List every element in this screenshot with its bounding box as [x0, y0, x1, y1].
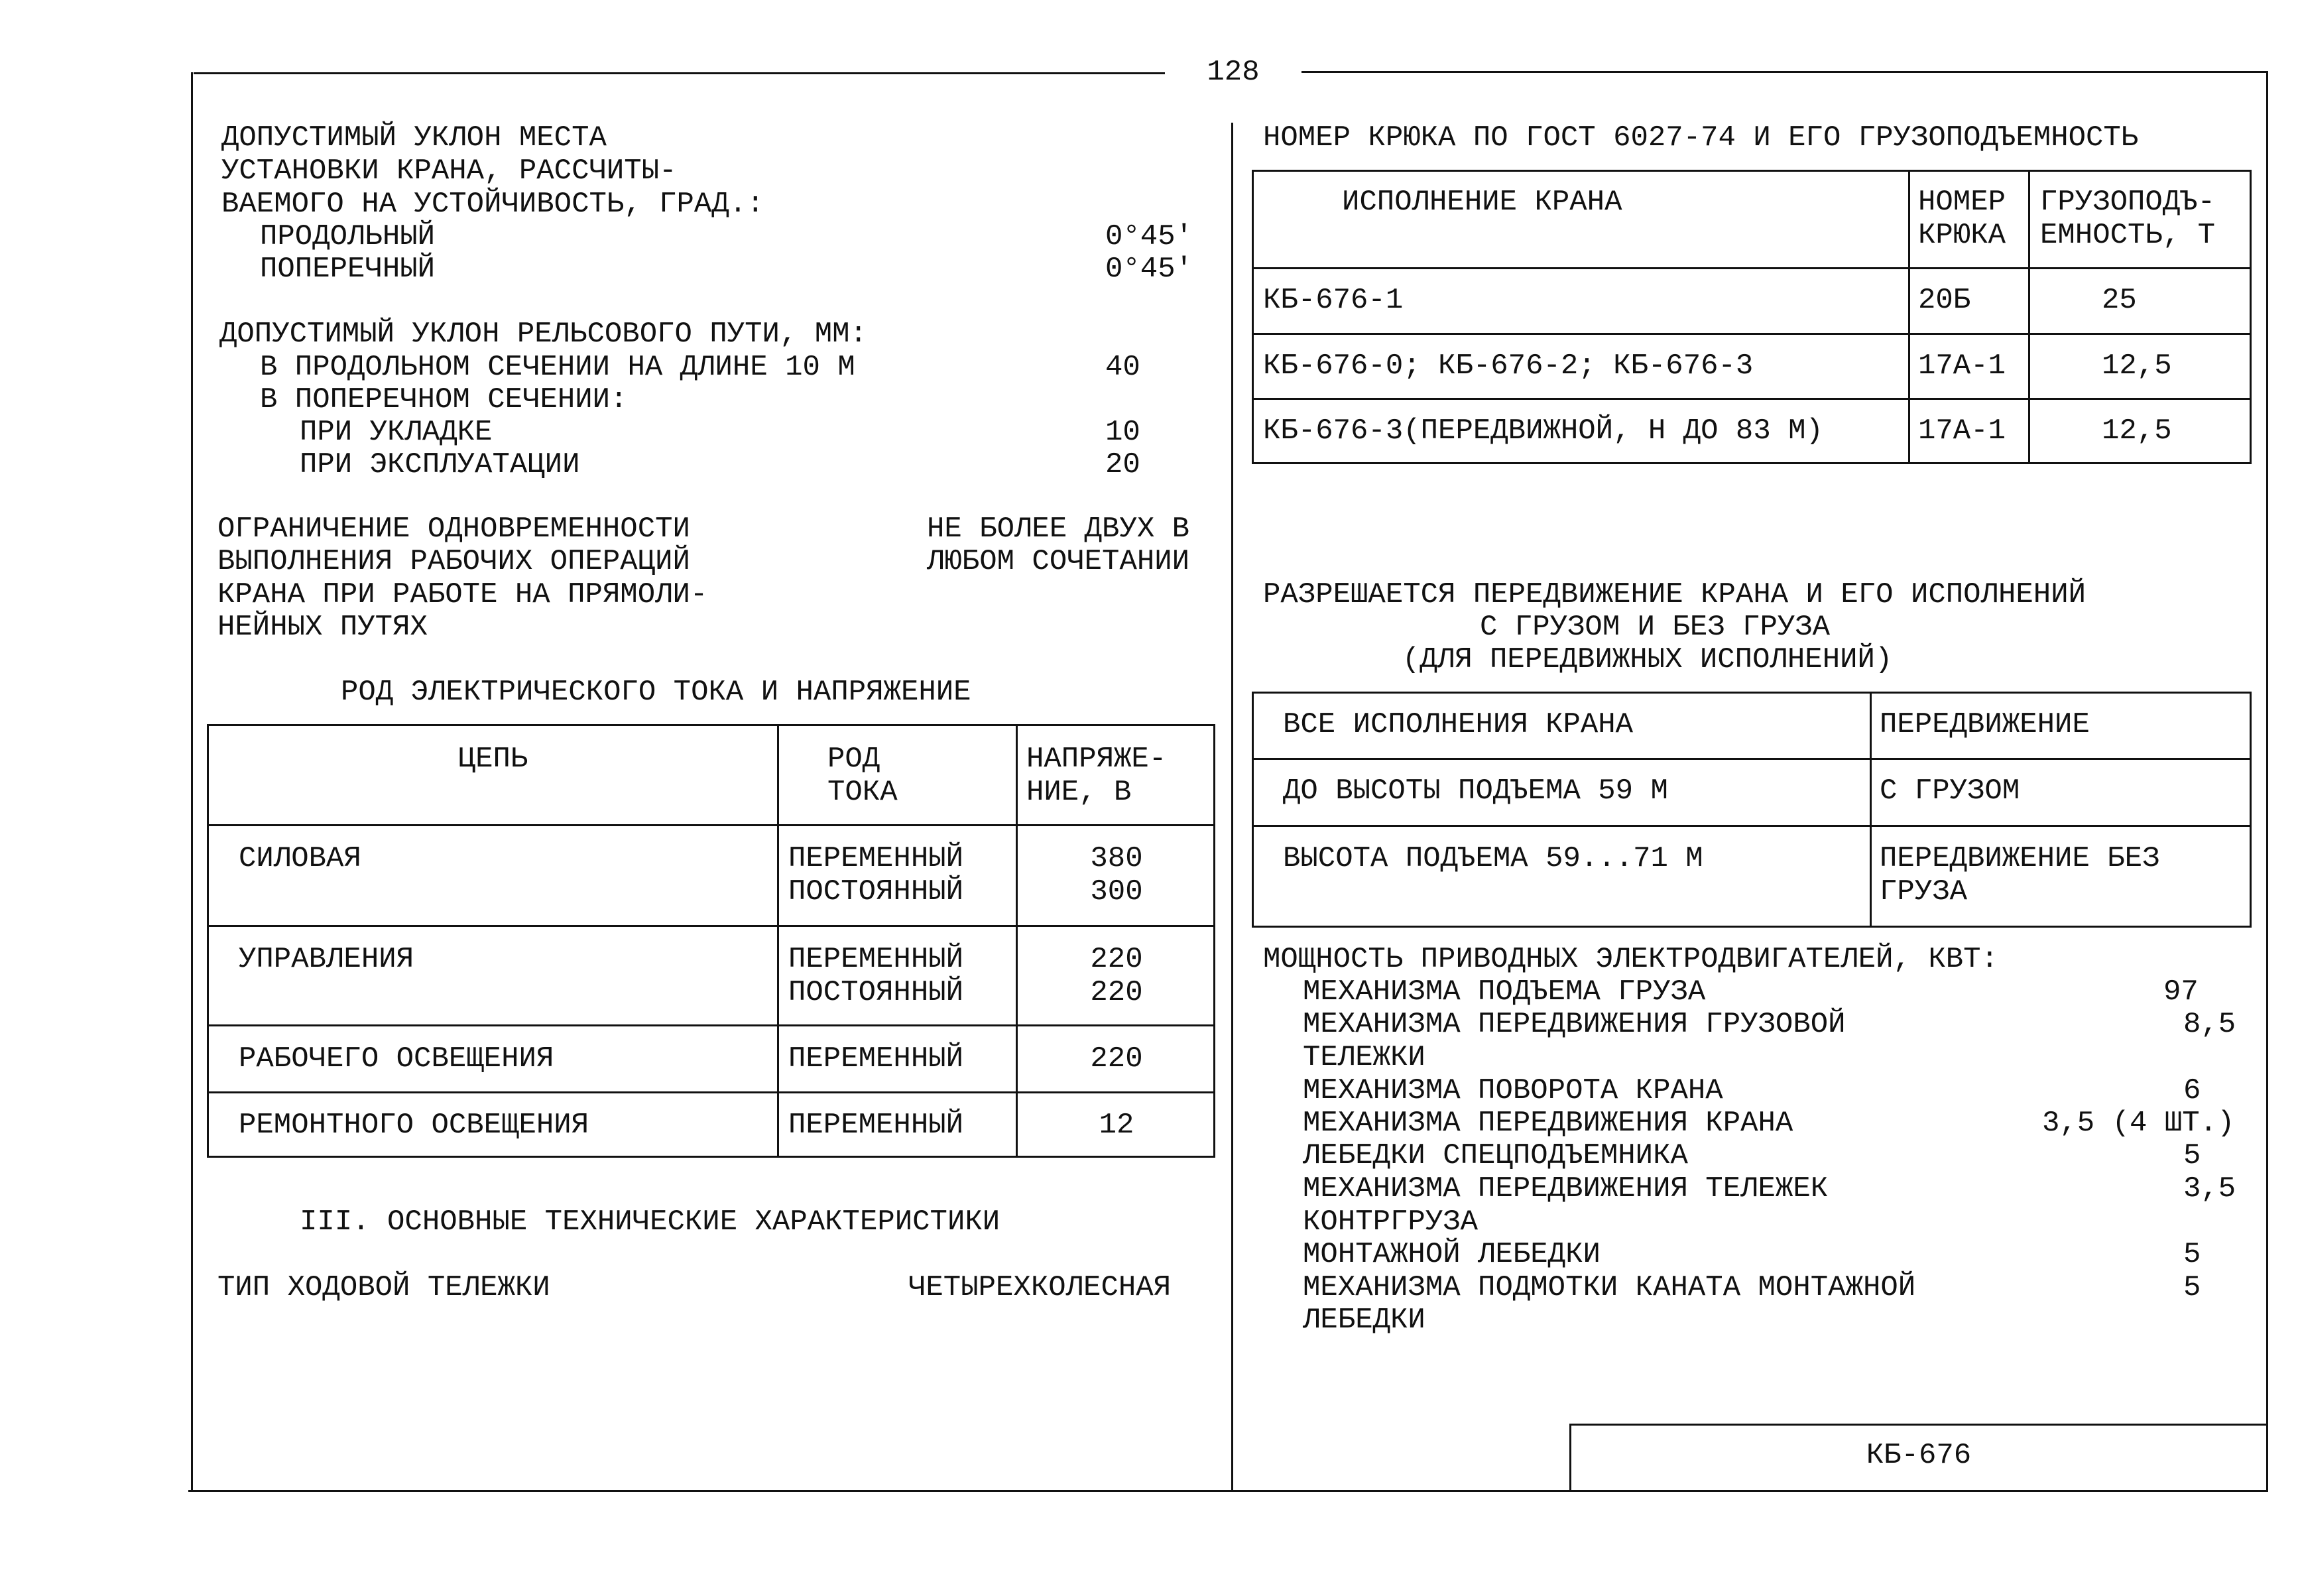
slope-title-2: УСТАНОВКИ КРАНА, РАССЧИТЫ- — [221, 154, 677, 188]
current-row-2-voltage-2: 220 — [1090, 976, 1143, 1009]
ops-label-4: НЕЙНЫХ ПУТЯХ — [217, 611, 428, 644]
current-row-4-voltage-1: 12 — [1099, 1109, 1134, 1142]
ops-label-3: КРАНА ПРИ РАБОТЕ НА ПРЯМОЛИ- — [217, 578, 708, 611]
slope-longitudinal-label: ПРОДОЛЬНЫЙ — [260, 220, 436, 253]
frame-top-left — [194, 72, 1165, 74]
current-row-1-kind-1: ПЕРЕМЕННЫЙ — [788, 842, 964, 875]
hook-row-line-1 — [1252, 267, 2252, 269]
travel-header-travel: ПЕРЕДВИЖЕНИЕ — [1880, 708, 2090, 741]
power-item-2-label-2: ТЕЛЕЖКИ — [1303, 1041, 1425, 1074]
slope-longitudinal-value: 0°45' — [1105, 220, 1193, 253]
slope-title-3: ВАЕМОГО НА УСТОЙЧИВОСТЬ, ГРАД.: — [221, 188, 764, 221]
rail-laying-value: 10 — [1105, 416, 1140, 449]
power-item-6-label-2: КОНТРГРУЗА — [1303, 1205, 1479, 1239]
current-row-3-kind-1: ПЕРЕМЕННЫЙ — [788, 1042, 964, 1075]
power-item-6-label-1: МЕХАНИЗМА ПЕРЕДВИЖЕНИЯ ТЕЛЕЖЕК — [1303, 1172, 1829, 1205]
power-item-7-label: МОНТАЖНОЙ ЛЕБЕДКИ — [1303, 1238, 1601, 1271]
travel-title-3: (ДЛЯ ПЕРЕДВИЖНЫХ ИСПОЛНЕНИЙ) — [1402, 643, 1893, 676]
hook-header-hook-2: КРЮКА — [1918, 219, 2006, 252]
current-row-line-4 — [207, 1091, 1215, 1093]
power-item-5-label: ЛЕБЕДКИ СПЕЦПОДЪЕМНИКА — [1303, 1139, 1688, 1172]
power-item-2-label-1: МЕХАНИЗМА ПЕРЕДВИЖЕНИЯ ГРУЗОВОЙ — [1303, 1008, 1846, 1041]
power-item-8-value: 5 — [2183, 1271, 2201, 1304]
hook-row-3-capacity: 12,5 — [2102, 414, 2172, 448]
current-header-voltage-2: НИЕ, В — [1026, 776, 1132, 809]
travel-row-2-condition: ВЫСОТА ПОДЪЕМА 59...71 М — [1283, 842, 1703, 875]
hook-row-line-2 — [1252, 333, 2252, 335]
hook-row-3-hook: 17А-1 — [1918, 414, 2006, 448]
frame-top-right — [1301, 71, 2268, 73]
power-item-4-label: МЕХАНИЗМА ПЕРЕДВИЖЕНИЯ КРАНА — [1303, 1107, 1793, 1140]
slope-title-1: ДОПУСТИМЫЙ УКЛОН МЕСТА — [221, 121, 607, 154]
power-item-4-value: 3,5 (4 ШТ.) — [2042, 1107, 2235, 1140]
frame-bottom — [188, 1490, 2268, 1492]
hook-row-2-capacity: 12,5 — [2102, 349, 2172, 383]
hook-row-1-hook: 20Б — [1918, 284, 1971, 317]
current-row-2-voltage-1: 220 — [1090, 943, 1143, 976]
current-row-1-voltage-1: 380 — [1090, 842, 1143, 875]
travel-row-2-travel-1: ПЕРЕДВИЖЕНИЕ БЕЗ — [1880, 842, 2160, 875]
bogie-value: ЧЕТЫРЕХКОЛЕСНАЯ — [908, 1271, 1172, 1304]
rail-operation-label: ПРИ ЭКСПЛУАТАЦИИ — [300, 448, 580, 481]
hook-col-2 — [2028, 170, 2030, 464]
current-row-4-kind-1: ПЕРЕМЕННЫЙ — [788, 1109, 964, 1142]
travel-col-1 — [1870, 692, 1872, 928]
ops-label-2: ВЫПОЛНЕНИЯ РАБОЧИХ ОПЕРАЦИЙ — [217, 545, 690, 578]
current-row-line-3 — [207, 1024, 1215, 1026]
hook-table-title: НОМЕР КРЮКА ПО ГОСТ 6027-74 И ЕГО ГРУЗОПОДЪЕМНОСТЬ — [1263, 121, 2139, 154]
power-item-2-value: 8,5 — [2183, 1008, 2236, 1041]
current-row-1-kind-2: ПОСТОЯННЫЙ — [788, 875, 964, 908]
ops-label-1: ОГРАНИЧЕНИЕ ОДНОВРЕМЕННОСТИ — [217, 513, 690, 546]
current-header-circuit: ЦЕПЬ — [457, 743, 528, 776]
hook-header-version: ИСПОЛНЕНИЕ КРАНА — [1342, 186, 1622, 219]
hook-header-capacity-2: ЕМНОСТЬ, Т — [2040, 219, 2216, 252]
power-item-8-label-2: ЛЕБЕДКИ — [1303, 1304, 1425, 1337]
current-row-line-1 — [207, 824, 1215, 826]
current-row-1-circuit: СИЛОВАЯ — [239, 842, 361, 875]
power-item-3-value: 6 — [2183, 1074, 2201, 1107]
travel-header-versions: ВСЕ ИСПОЛНЕНИЯ КРАНА — [1283, 708, 1634, 741]
current-header-kind-1: РОД — [827, 743, 880, 776]
slope-transverse-label: ПОПЕРЕЧНЫЙ — [260, 253, 436, 286]
current-row-2-kind-2: ПОСТОЯННЫЙ — [788, 976, 964, 1009]
hook-row-2-hook: 17А-1 — [1918, 349, 2006, 383]
travel-row-1-condition: ДО ВЫСОТЫ ПОДЪЕМА 59 М — [1283, 774, 1668, 808]
travel-title-2: С ГРУЗОМ И БЕЗ ГРУЗА — [1480, 611, 1831, 644]
current-row-2-kind-1: ПЕРЕМЕННЫЙ — [788, 943, 964, 976]
rail-laying-label: ПРИ УКЛАДКЕ — [300, 416, 493, 449]
hook-header-capacity-1: ГРУЗОПОДЪ- — [2040, 186, 2216, 219]
hook-row-1-version: КБ-676-1 — [1263, 284, 1404, 317]
hook-header-hook-1: НОМЕР — [1918, 186, 2006, 219]
current-row-3-voltage-1: 220 — [1090, 1042, 1143, 1075]
current-table-title: РОД ЭЛЕКТРИЧЕСКОГО ТОКА И НАПРЯЖЕНИЕ — [341, 676, 971, 709]
page-number: 128 — [1207, 56, 1260, 89]
travel-row-line-1 — [1252, 758, 2252, 760]
power-item-3-label: МЕХАНИЗМА ПОВОРОТА КРАНА — [1303, 1074, 1723, 1107]
hook-row-2-version: КБ-676-0; КБ-676-2; КБ-676-3 — [1263, 349, 1754, 383]
rail-operation-value: 20 — [1105, 448, 1140, 481]
stamp-label: КБ-676 — [1866, 1439, 1972, 1472]
rail-long-label: В ПРОДОЛЬНОМ СЕЧЕНИИ НА ДЛИНЕ 10 М — [260, 351, 855, 384]
stamp-top — [1569, 1424, 2268, 1426]
hook-col-1 — [1908, 170, 1910, 464]
current-row-1-voltage-2: 300 — [1090, 875, 1143, 908]
travel-title-1: РАЗРЕШАЕТСЯ ПЕРЕДВИЖЕНИЕ КРАНА И ЕГО ИСПОЛНЕНИЙ — [1263, 578, 2086, 611]
current-header-voltage-1: НАПРЯЖЕ- — [1026, 743, 1167, 776]
ops-value-2: ЛЮБОМ СОЧЕТАНИИ — [927, 545, 1190, 578]
frame-right — [2266, 71, 2268, 1492]
rail-long-value: 40 — [1105, 351, 1140, 384]
rail-cross-label: В ПОПЕРЕЧНОМ СЕЧЕНИИ: — [260, 383, 628, 416]
current-row-3-circuit: РАБОЧЕГО ОСВЕЩЕНИЯ — [239, 1042, 554, 1075]
power-item-7-value: 5 — [2183, 1238, 2201, 1271]
current-row-4-circuit: РЕМОНТНОГО ОСВЕЩЕНИЯ — [239, 1109, 589, 1142]
current-row-2-circuit: УПРАВЛЕНИЯ — [239, 943, 414, 976]
power-item-8-label-1: МЕХАНИЗМА ПОДМОТКИ КАНАТА МОНТАЖНОЙ — [1303, 1271, 1916, 1304]
bogie-label: ТИП ХОДОВОЙ ТЕЛЕЖКИ — [217, 1271, 550, 1304]
current-row-line-2 — [207, 925, 1215, 927]
slope-transverse-value: 0°45' — [1105, 253, 1193, 286]
power-item-1-value: 97 — [2163, 975, 2199, 1009]
hook-row-3-version: КБ-676-3(ПЕРЕДВИЖНОЙ, Н ДО 83 М) — [1263, 414, 1823, 448]
travel-row-2-travel-2: ГРУЗА — [1880, 875, 1968, 908]
ops-value-1: НЕ БОЛЕЕ ДВУХ В — [927, 513, 1190, 546]
section-title: III. ОСНОВНЫЕ ТЕХНИЧЕСКИЕ ХАРАКТЕРИСТИКИ — [300, 1205, 1000, 1239]
current-header-kind-2: ТОКА — [827, 776, 898, 809]
frame-center-divider — [1231, 123, 1233, 1491]
power-item-5-value: 5 — [2183, 1139, 2201, 1172]
travel-row-line-2 — [1252, 825, 2252, 827]
hook-row-1-capacity: 25 — [2102, 284, 2137, 317]
power-item-1-label: МЕХАНИЗМА ПОДЪЕМА ГРУЗА — [1303, 975, 1706, 1009]
power-item-6-value: 3,5 — [2183, 1172, 2236, 1205]
frame-left — [191, 72, 193, 1492]
power-title: МОЩНОСТЬ ПРИВОДНЫХ ЭЛЕКТРОДВИГАТЕЛЕЙ, КВТ: — [1263, 943, 1998, 976]
hook-row-line-3 — [1252, 398, 2252, 400]
travel-row-1-travel: С ГРУЗОМ — [1880, 774, 2020, 808]
rail-title: ДОПУСТИМЫЙ УКЛОН РЕЛЬСОВОГО ПУТИ, ММ: — [219, 318, 867, 351]
